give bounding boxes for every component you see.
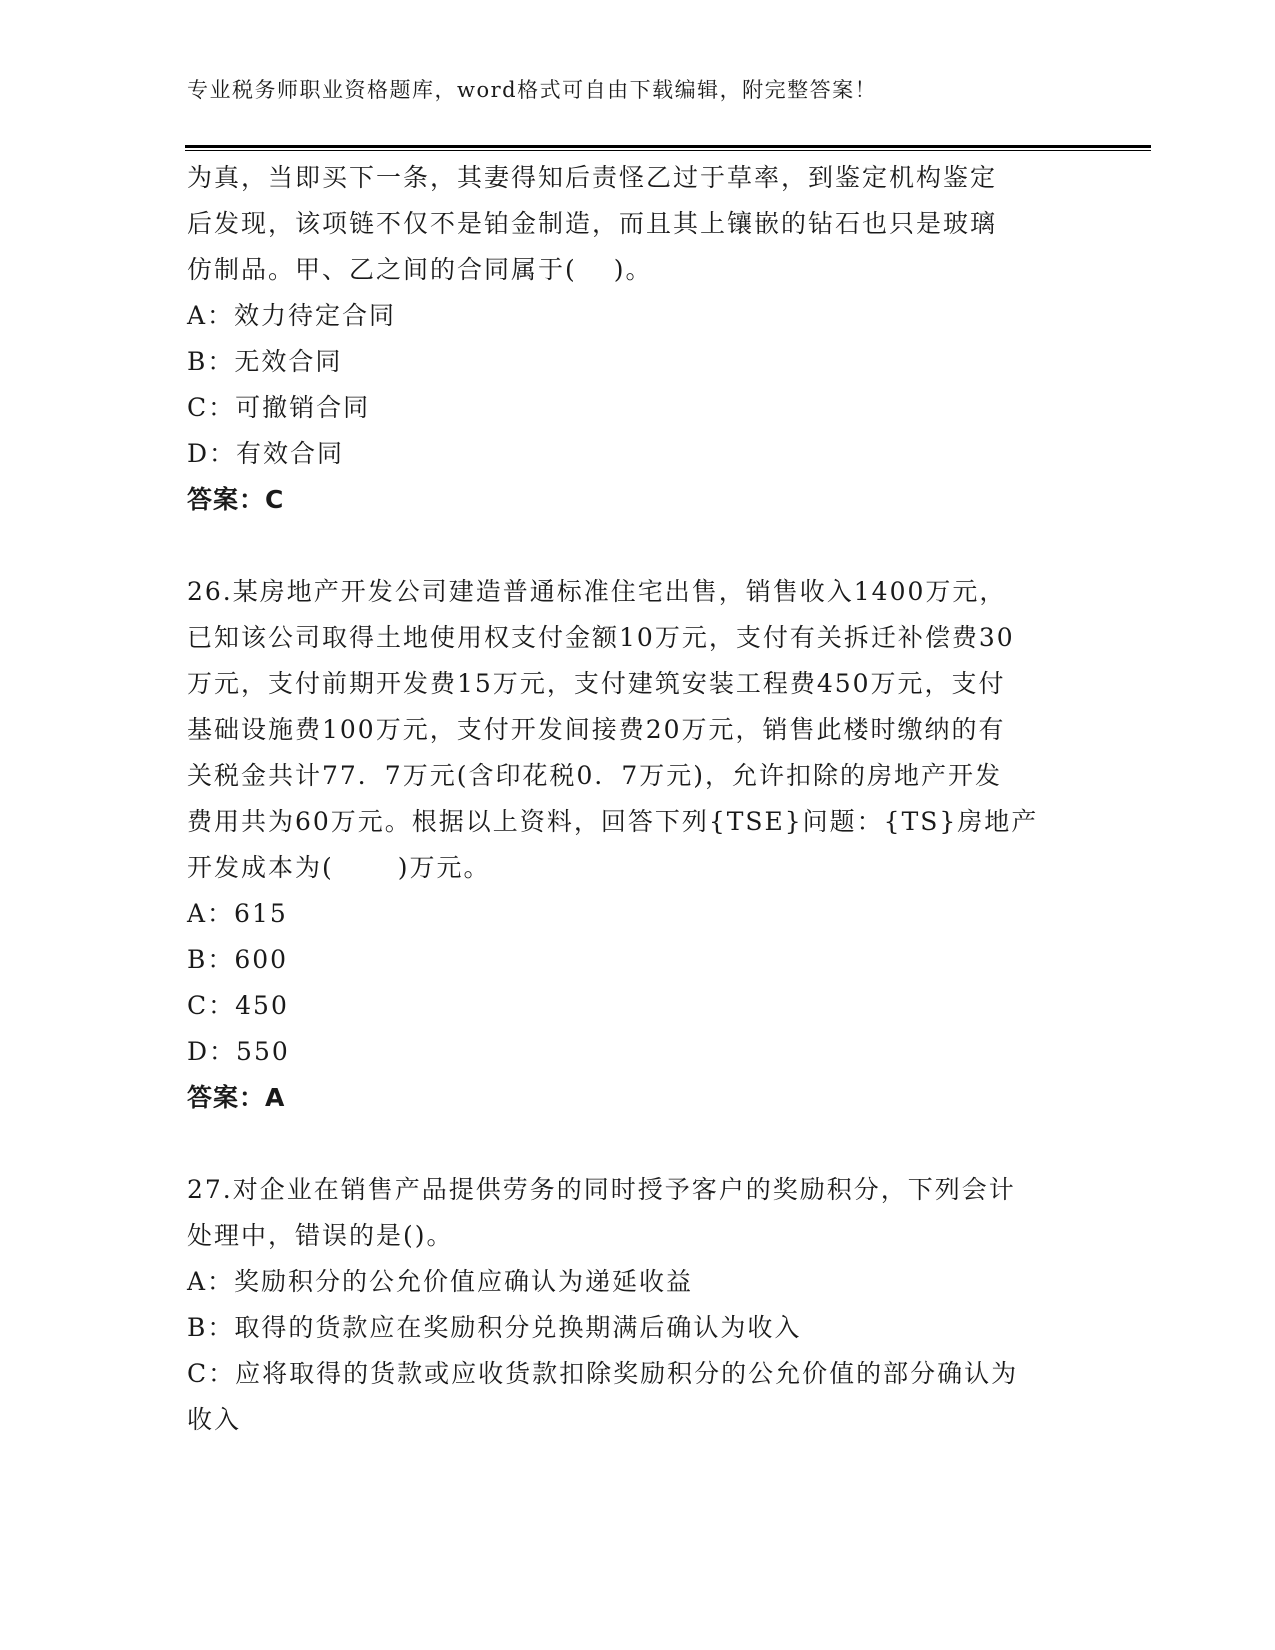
answer: 答案：A [187, 1083, 286, 1112]
option-c: C：450 [187, 991, 289, 1020]
question-text-line: 已知该公司取得土地使用权支付金额10万元，支付有关拆迁补偿费30 [187, 623, 1015, 652]
question-text-line: 为真，当即买下一条，其妻得知后责怪乙过于草率，到鉴定机构鉴定 [187, 163, 998, 192]
question-text-line: 处理中，错误的是()。 [187, 1221, 454, 1250]
option-c: C：应将取得的货款或应收货款扣除奖励积分的公允价值的部分确认为 [187, 1359, 1019, 1388]
question-27 [187, 1167, 1087, 1443]
question-text-line: 仿制品。甲、乙之间的合同属于( )。 [187, 255, 653, 284]
header-rule-thin [185, 150, 1151, 151]
question-text-line: 后发现，该项链不仅不是铂金制造，而且其上镶嵌的钻石也只是玻璃 [187, 209, 998, 238]
option-c: C：可撤销合同 [187, 393, 371, 422]
document-body [187, 155, 1087, 1443]
option-b: B：600 [187, 945, 289, 974]
answer: 答案：C [187, 485, 285, 514]
option-b: B：取得的货款应在奖励积分兑换期满后确认为收入 [187, 1313, 802, 1342]
question-text-line: 关税金共计77．7万元(含印花税0．7万元)，允许扣除的房地产开发 [187, 761, 1003, 790]
page-header: 专业税务师职业资格题库，word格式可自由下载编辑，附完整答案！ [187, 78, 878, 102]
option-c-continued: 收入 [187, 1405, 242, 1434]
question-text-line: 26.某房地产开发公司建造普通标准住宅出售，销售收入1400万元， [187, 577, 1007, 606]
option-b: B：无效合同 [187, 347, 343, 376]
question-26 [187, 569, 1087, 1121]
question-text-line: 27.对企业在销售产品提供劳务的同时授予客户的奖励积分，下列会计 [187, 1175, 1016, 1204]
question-text-line: 万元，支付前期开发费15万元，支付建筑安装工程费450万元，支付 [187, 669, 1006, 698]
option-a: A：奖励积分的公允价值应确认为递延收益 [187, 1267, 694, 1296]
question-text-line: 费用共为60万元。根据以上资料，回答下列{TSE}问题：{TS}房地产 [187, 807, 1039, 836]
option-a: A：效力待定合同 [187, 301, 397, 330]
option-d: D：550 [187, 1037, 290, 1066]
question-text-line: 开发成本为( )万元。 [187, 853, 491, 882]
option-d: D：有效合同 [187, 439, 345, 468]
question-text-line: 基础设施费100万元，支付开发间接费20万元，销售此楼时缴纳的有 [187, 715, 1006, 744]
spacer [187, 523, 1087, 569]
spacer [187, 1121, 1087, 1167]
header-rule-thick [185, 145, 1151, 148]
option-a: A：615 [187, 899, 288, 928]
question-25 [187, 155, 1087, 523]
